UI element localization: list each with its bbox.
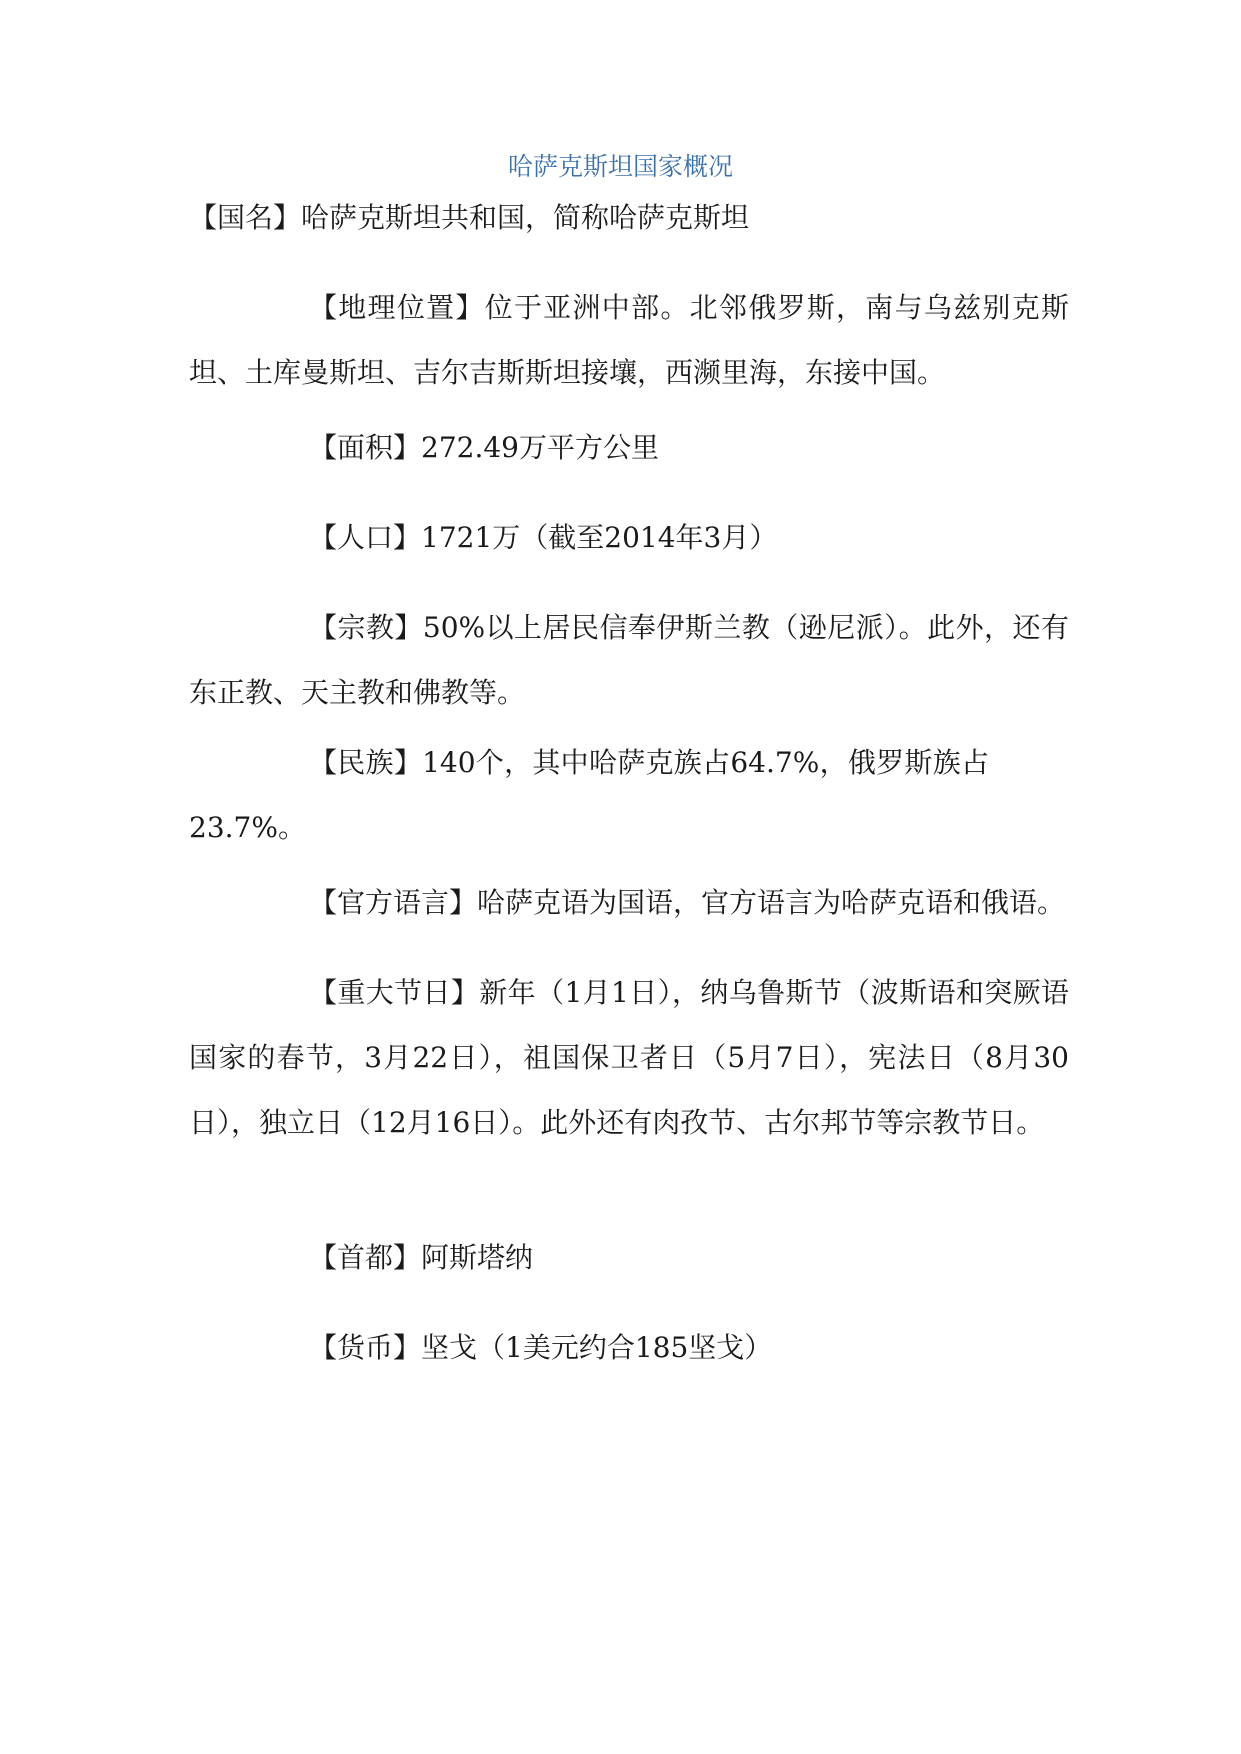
paragraph-area: 【面积】272.49万平方公里 — [309, 431, 659, 464]
paragraph-official-language: 【官方语言】哈萨克语为国语，官方语言为哈萨克语和俄语。 — [309, 886, 1066, 919]
paragraph-currency: 【货币】坚戈（1美元约合185坚戈） — [309, 1331, 773, 1364]
paragraph-capital: 【首都】阿斯塔纳 — [309, 1241, 534, 1274]
document-title: 哈萨克斯坦国家概况 — [507, 152, 733, 181]
paragraph-population: 【人口】1721万（截至2014年3月） — [309, 521, 778, 554]
paragraph-country-name: 【国名】哈萨克斯坦共和国，简称哈萨克斯坦 — [189, 201, 750, 234]
paragraph-geography: 【地理位置】位于亚洲中部。北邻俄罗斯，南与乌兹别克斯坦、土库曼斯坦、吉尔吉斯斯坦接壤，西濒里海，东接中国。 — [189, 291, 1069, 389]
paragraph-ethnicity: 【民族】140个，其中哈萨克族占64.7%，俄罗斯族占23.7%。 — [189, 746, 989, 844]
paragraph-religion: 【宗教】50%以上居民信奉伊斯兰教（逊尼派）。此外，还有东正教、天主教和佛教等。 — [189, 611, 1069, 709]
paragraph-holidays: 【重大节日】新年（1月1日），纳乌鲁斯节（波斯语和突厥语国家的春节，3月22日），祖国保卫者日（5月7日），宪法日（8月30日），独立日（12月16日）。此外还有肉孜节、古尔邦节等宗教节日。 — [189, 976, 1069, 1139]
